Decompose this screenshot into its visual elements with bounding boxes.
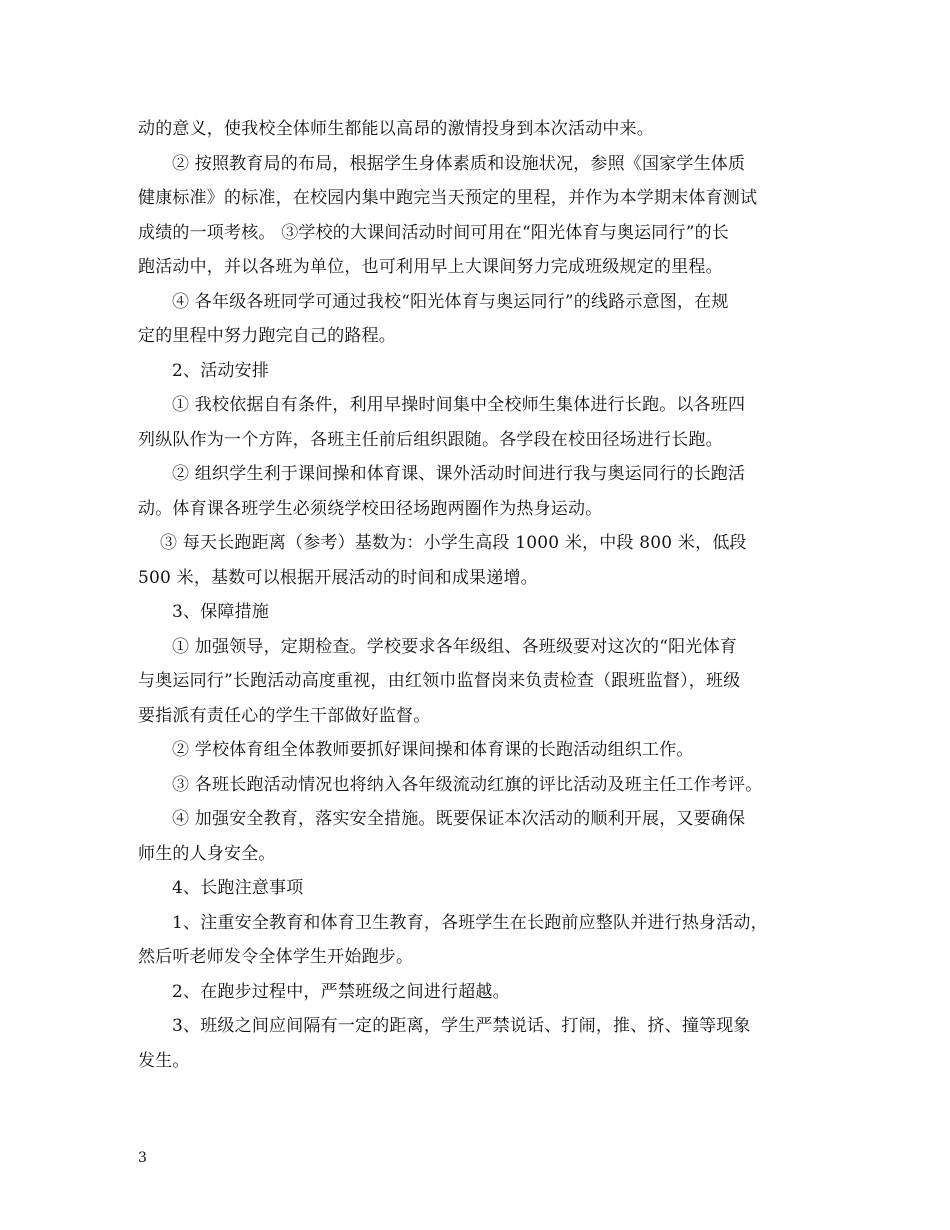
text-line: 跑活动中，并以各班为单位，也可利用早上大课间努力完成班级规定的里程。 (138, 257, 723, 277)
text-line: ④ 各年级各班同学可通过我校“阳光体育与奥运同行”的线路示意图，在规 (172, 291, 729, 312)
text-line: ④ 加强安全教育，落实安全措施。既要保证本次活动的顺利开展，又要确保 (172, 809, 746, 829)
text-line: 动的意义，使我校全体师生都能以高昂的激情投身到本次活动中来。 (138, 119, 654, 139)
text-line: ② 按照教育局的布局，根据学生身体素质和设施状况，参照《国家学生体质 (172, 153, 746, 174)
text-line: 然后听老师发令全体学生开始跑步。 (138, 947, 414, 967)
text-line: ③ 每天长跑距离（参考）基数为：小学生高段 1000 米，中段 800 米，低段 (160, 533, 747, 553)
text-line: 500 米，基数可以根据开展活动的时间和成果递增。 (138, 567, 538, 588)
section-heading: 3、保障措施 (172, 602, 270, 622)
text-line: 1、注重安全教育和体育卫生教育，各班学生在长跑前应整队并进行热身活动， (172, 912, 768, 933)
section-heading: 4、长跑注意事项 (172, 878, 304, 898)
text-line: ③ 各班长跑活动情况也将纳入各年级流动红旗的评比活动及班主任工作考评。 (172, 774, 763, 795)
text-line: ② 学校体育组全体教师要抓好课间操和体育课的长跑活动组织工作。 (172, 740, 694, 760)
text-line: 3、班级之间应间隔有一定的距离，学生严禁说话、打闹，推、挤、撞等现象 (172, 1016, 751, 1036)
text-line: 动。体育课各班学生必须绕学校田径场跑两圈作为热身运动。 (138, 498, 603, 519)
text-line: 2、在跑步过程中，严禁班级之间进行超越。 (172, 981, 510, 1002)
text-line: 发生。 (138, 1050, 190, 1071)
text-line: 成绩的一项考核。 ③学校的大课间活动时间可用在“阳光体育与奥运同行”的长 (138, 222, 729, 243)
text-line: 与奥运同行”长跑活动高度重视，由红领巾监督岗来负责检查（跟班监督），班级 (138, 671, 741, 691)
text-line: 列纵队作为一个方阵，各班主任前后组织跟随。各学段在校田径场进行长跑。 (138, 429, 723, 450)
text-line: 要指派有责任心的学生干部做好监督。 (138, 705, 431, 726)
text-line: ① 加强领导，定期检查。学校要求各年级组、各班级要对这次的“阳光体育 (172, 636, 737, 657)
text-line: 定的里程中努力跑完自己的路程。 (138, 326, 396, 346)
section-heading: 2、活动安排 (172, 360, 270, 381)
page-number: 3 (138, 1150, 147, 1166)
text-line: ① 我校依据自有条件，利用早操时间集中全校师生集体进行长跑。以各班四 (172, 395, 746, 415)
text-line: 健康标准》的标准，在校园内集中跑完当天预定的里程，并作为本学期末体育测试 (138, 188, 758, 208)
text-line: ② 组织学生利于课间操和体育课、课外活动时间进行我与奥运同行的长跑活 (172, 464, 746, 484)
document-body (138, 112, 832, 1078)
text-line: 师生的人身安全。 (138, 843, 276, 864)
